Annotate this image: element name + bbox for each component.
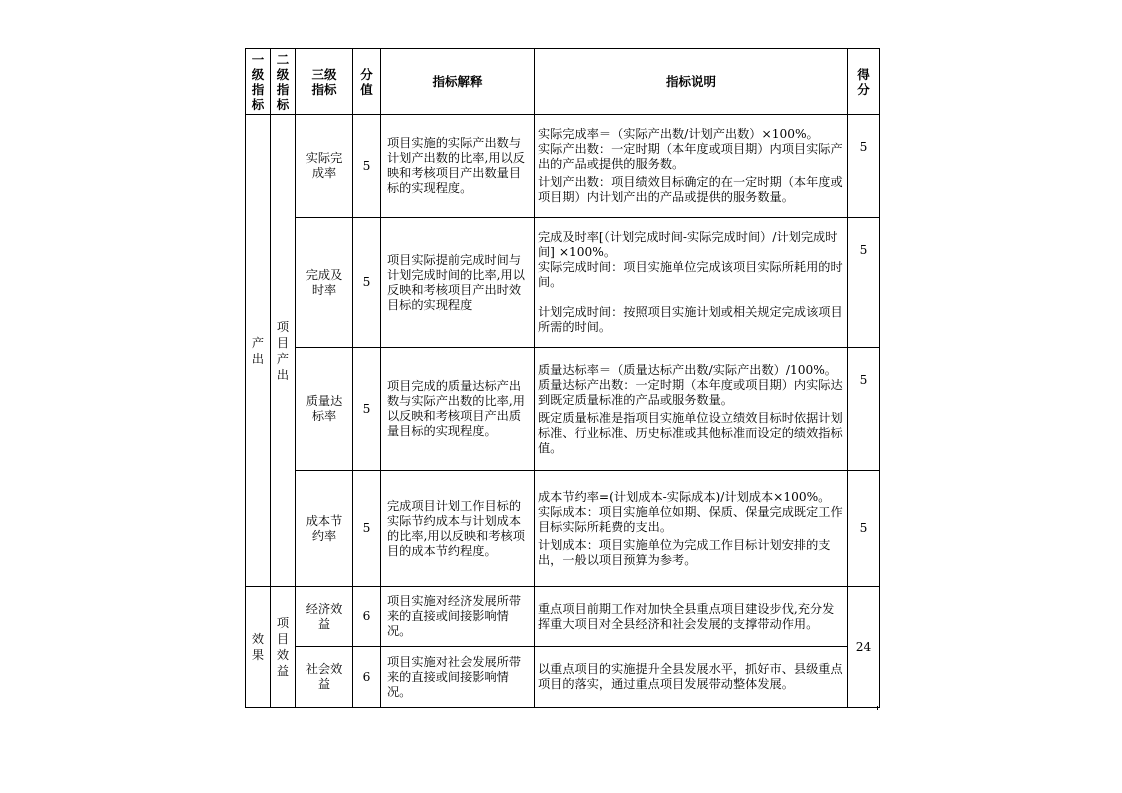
score-cell: 5 xyxy=(848,471,880,587)
level3-cell: 经济效益 xyxy=(296,587,353,647)
points-cell: 5 xyxy=(353,115,381,218)
points-cell: 6 xyxy=(353,647,381,708)
explanation-cell: 完成项目计划工作目标的实际节约成本与计划成本的比率,用以反映和考核项目的成本节约程度。 xyxy=(381,471,535,587)
header-row xyxy=(246,49,880,115)
table-row xyxy=(246,587,880,647)
level2-cell: 项目效益 xyxy=(271,587,296,708)
explanation-cell: 项目实施对社会发展所带来的直接或间接影响情况。 xyxy=(381,647,535,708)
explanation-cell: 项目实施对经济发展所带来的直接或间接影响情况。 xyxy=(381,587,535,647)
table-row xyxy=(246,471,880,587)
description-cell: 成本节约率=(计划成本-实际成本)/计划成本×100%。 实际成本：项目实施单位如期、保质、保量完成既定工作目标实际所耗费的支出。 计划成本：项目实施单位为完成工作目标计划安排的支出，一般以项目预算为参考。 xyxy=(535,471,848,587)
points-cell: 6 xyxy=(353,587,381,647)
header-level3: 三级指标 xyxy=(296,49,353,115)
header-score: 得分 xyxy=(848,49,880,115)
explanation-cell: 项目实施的实际产出数与计划产出数的比率,用以反映和考核项目产出数量目标的实现程度。 xyxy=(381,115,535,218)
score-cell: 24 xyxy=(848,587,880,708)
header-points: 分值 xyxy=(353,49,381,115)
header-explanation: 指标解释 xyxy=(381,49,535,115)
points-cell: 5 xyxy=(353,348,381,471)
header-level1: 一级指标 xyxy=(246,49,271,115)
level1-cell: 效果 xyxy=(246,587,271,708)
explanation-cell: 项目完成的质量达标产出数与实际产出数的比率,用以反映和考核项目产出质量目标的实现程度。 xyxy=(381,348,535,471)
table-row xyxy=(246,115,880,218)
score-cell: 5 xyxy=(848,348,880,471)
indicator-table xyxy=(245,48,880,708)
description-cell: 质量达标率＝（质量达标产出数/实际产出数）/100%。 质量达标产出数：一定时期（本年度或项目期）内实际达到既定质量标准的产品或服务数量。 既定质量标准是指项目实施单位设立绩效目标时依据计划标准、行业标准、历史标准或其他标准而设定的绩效指标值。 xyxy=(535,348,848,471)
description-cell: 重点项目前期工作对加快全县重点项目建设步伐,充分发挥重大项目对全县经济和社会发展的支撑带动作用。 xyxy=(535,587,848,647)
table-border-tail xyxy=(877,706,878,710)
level3-cell: 社会效益 xyxy=(296,647,353,708)
score-cell: 5 xyxy=(848,115,880,218)
level3-cell: 实际完成率 xyxy=(296,115,353,218)
score-cell: 5 xyxy=(848,218,880,348)
explanation-cell: 项目实际提前完成时间与计划完成时间的比率,用以反映和考核项目产出时效目标的实现程度 xyxy=(381,218,535,348)
description-cell: 实际完成率＝（实际产出数/计划产出数）×100%。 实际产出数：一定时期（本年度或项目期）内项目实际产出的产品或提供的服务数。 计划产出数：项目绩效目标确定的在一定时期（本年度或项目期）内计划产出的产品或提供的服务数量。 xyxy=(535,115,848,218)
level2-cell: 项目产出 xyxy=(271,115,296,587)
level3-cell: 完成及时率 xyxy=(296,218,353,348)
level1-cell: 产出 xyxy=(246,115,271,587)
level3-cell: 成本节约率 xyxy=(296,471,353,587)
description-cell: 以重点项目的实施提升全县发展水平，抓好市、县级重点项目的落实，通过重点项目发展带动整体发展。 xyxy=(535,647,848,708)
level3-cell: 质量达标率 xyxy=(296,348,353,471)
points-cell: 5 xyxy=(353,471,381,587)
table-row xyxy=(246,218,880,348)
table-row xyxy=(246,348,880,471)
description-cell: 完成及时率[（计划完成时间-实际完成时间）/计划完成时间] ×100%。 实际完成时间：项目实施单位完成该项目实际所耗用的时间。 计划完成时间：按照项目实施计划或相关规定完成该项目所需的时间。 xyxy=(535,218,848,348)
points-cell: 5 xyxy=(353,218,381,348)
header-description: 指标说明 xyxy=(535,49,848,115)
header-level2: 二级指标 xyxy=(271,49,296,115)
table-row xyxy=(246,647,880,708)
